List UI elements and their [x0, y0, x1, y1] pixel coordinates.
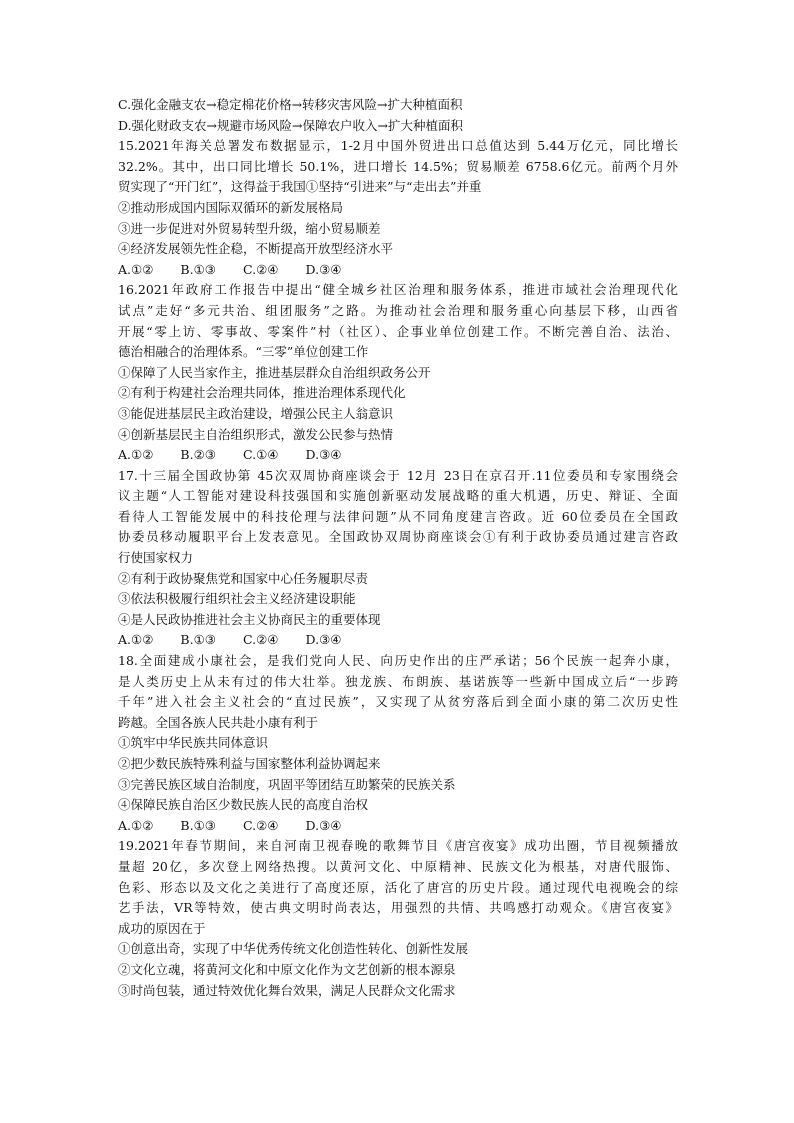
- option-d-line: D.强化财政支农→规避市场风险→保障农户收入→扩大种植面积: [118, 117, 463, 133]
- stem-line: 看待人工智能发展中的科技伦理与法律问题”从不同角度建言咨政。近 60位委员在全国政: [118, 508, 678, 524]
- stem-line: 色彩、形态以及文化之美进行了高度还原，活化了唐宫的历史片段。通过现代电视晚会的综: [118, 879, 678, 895]
- statement-3: ③依法积极履行组织社会主义经济建设职能: [118, 591, 356, 607]
- stem-line: 德治相融合的治理体系。“三零”单位创建工作: [118, 344, 369, 360]
- stem-line: 量超 20亿，多次登上网络热搜。以黄河文化、中原精神、民族文化为根基，对唐代服饰、: [118, 858, 678, 874]
- answer-choices: [118, 816, 678, 837]
- choice-d[interactable]: D.③④: [305, 817, 342, 833]
- choice-c[interactable]: C.①④: [243, 447, 279, 463]
- statement-4: ④是人民政协推进社会主义协商民主的重要体现: [118, 611, 381, 627]
- choice-d[interactable]: D.③④: [305, 261, 342, 277]
- statement-3: ③进一步促进对外贸易转型升级，缩小贸易顺差: [118, 220, 381, 236]
- choice-b[interactable]: B.②③: [180, 447, 216, 463]
- stem-line: 16.2021年政府工作报告中提出“健全城乡社区治理和服务体系，推进市域社会治理现代化: [118, 282, 678, 298]
- stem-line: 19.2021年春节期间，来自河南卫视春晚的歌舞节目《唐宫夜宴》成功出圈，节目视频播放: [118, 838, 678, 854]
- choice-b[interactable]: B.①③: [180, 261, 216, 277]
- statement-4: ④创新基层民主自治组织形式，激发公民参与热情: [118, 426, 394, 442]
- statement-1: ①创意出奇，实现了中华优秀传统文化创造性转化、创新性发展: [118, 941, 469, 957]
- choice-a[interactable]: A.①②: [118, 447, 154, 463]
- statement-3: ③能促进基层民主政治建设，增强公民主人翁意识: [118, 405, 394, 421]
- stem-line: 贸实现了“开门红”，这得益于我国①坚持“引进来”与“走出去”并重: [118, 179, 482, 195]
- question-18: [118, 651, 678, 836]
- choice-c[interactable]: C.②④: [243, 817, 279, 833]
- statement-1: ①保障了人民当家作主，推进基层群众自治组织政务公开: [118, 364, 431, 380]
- statement-3: ③完善民族区域自治制度，巩固平等团结互助繁荣的民族关系: [118, 776, 456, 792]
- stem-line: 是人类历史上从未有过的伟大壮举。独龙族、布朗族、基诺族等一些新中国成立后“一步跨: [118, 673, 678, 689]
- stem-line: 艺手法，VR等特效，使古典文明时尚表达，用强烈的共情、共鸣感打动观众。《唐宫夜宴》: [118, 900, 678, 916]
- stem-line: 17.十三届全国政协第 45次双周协商座谈会于 12月 23日在京召开.11位委员和专家围绕会: [118, 467, 678, 483]
- statement-2: ②有利于政协聚焦党和国家中心任务履职尽责: [118, 570, 369, 586]
- choice-a[interactable]: A.①②: [118, 817, 154, 833]
- question-14-tail: [118, 95, 678, 136]
- choice-c[interactable]: C.②④: [243, 632, 279, 648]
- stem-line: 协委员移动履职平台上发表意见。全国政协双周协商座谈会①有利于政协委员通过建言咨政: [118, 529, 678, 545]
- stem-line: 试点”走好“多元共治、组团服务”之路。为推动社会治理和服务重心向基层下移，山西省: [118, 302, 678, 318]
- question-19: [118, 836, 678, 1001]
- stem-line: 行使国家权力: [118, 550, 194, 566]
- stem-line: 开展“零上访、零事故、零案件”村（社区）、企事业单位创建工作。不断完善自治、法治、: [118, 323, 678, 339]
- choice-c[interactable]: C.②④: [243, 261, 279, 277]
- statement-1: ①筑牢中华民族共同体意识: [118, 735, 269, 751]
- stem-line: 15.2021年海关总署发布数据显示，1-2月中国外贸进出口总值达到 5.44万亿元，同比增长: [118, 138, 678, 154]
- stem-line: 18.全面建成小康社会，是我们党向人民、向历史作出的庄严承诺；56个民族一起奔小康，: [118, 653, 678, 669]
- stem-line: 千年”进入社会主义社会的“直过民族”，又实现了从贫穷落后到全面小康的第二次历史性: [118, 694, 678, 710]
- question-15: [118, 136, 678, 280]
- choice-a[interactable]: A.①②: [118, 632, 154, 648]
- exam-page: [118, 95, 678, 1001]
- stem-line: 跨越。全国各族人民共赴小康有利于: [118, 714, 319, 730]
- statement-2: ②有利于构建社会治理共同体，推进治理体系现代化: [118, 385, 406, 401]
- option-c-line: C.强化金融支农→稳定棉花价格→转移灾害风险→扩大种植面积: [118, 97, 463, 112]
- statement-4: ④经济发展领先性企稳，不断提高开放型经济水平: [118, 241, 394, 257]
- answer-choices: [118, 630, 678, 651]
- statement-2: ②推动形成国内国际双循环的新发展格局: [118, 199, 344, 215]
- stem-line: 成功的原因在于: [118, 920, 206, 936]
- question-17: [118, 466, 678, 651]
- stem-line: 议主题“人工智能对建设科技强国和实施创新驱动发展战略的重大机遇，历史、辩证、全面: [118, 488, 678, 504]
- answer-choices: [118, 445, 678, 466]
- choice-b[interactable]: B.①③: [180, 817, 216, 833]
- answer-choices: [118, 260, 678, 281]
- statement-4: ④保障民族自治区少数民族人民的高度自治权: [118, 797, 369, 813]
- choice-d[interactable]: D.③④: [305, 447, 342, 463]
- choice-d[interactable]: D.③④: [305, 632, 342, 648]
- statement-2: ②把少数民族特殊利益与国家整体利益协调起来: [118, 756, 381, 771]
- stem-line: 32.2%。其中，出口同比增长 50.1%，进口增长 14.5%；贸易顺差 6758.6亿元。前两个月外: [118, 158, 678, 174]
- statement-3: ③时尚包装，通过特效优化舞台效果，满足人民群众文化需求: [118, 982, 456, 998]
- choice-a[interactable]: A.①②: [118, 261, 154, 277]
- statement-2: ②文化立魂，将黄河文化和中原文化作为文艺创新的根本源泉: [118, 961, 456, 977]
- question-16: [118, 280, 678, 465]
- choice-b[interactable]: B.①③: [180, 632, 216, 648]
